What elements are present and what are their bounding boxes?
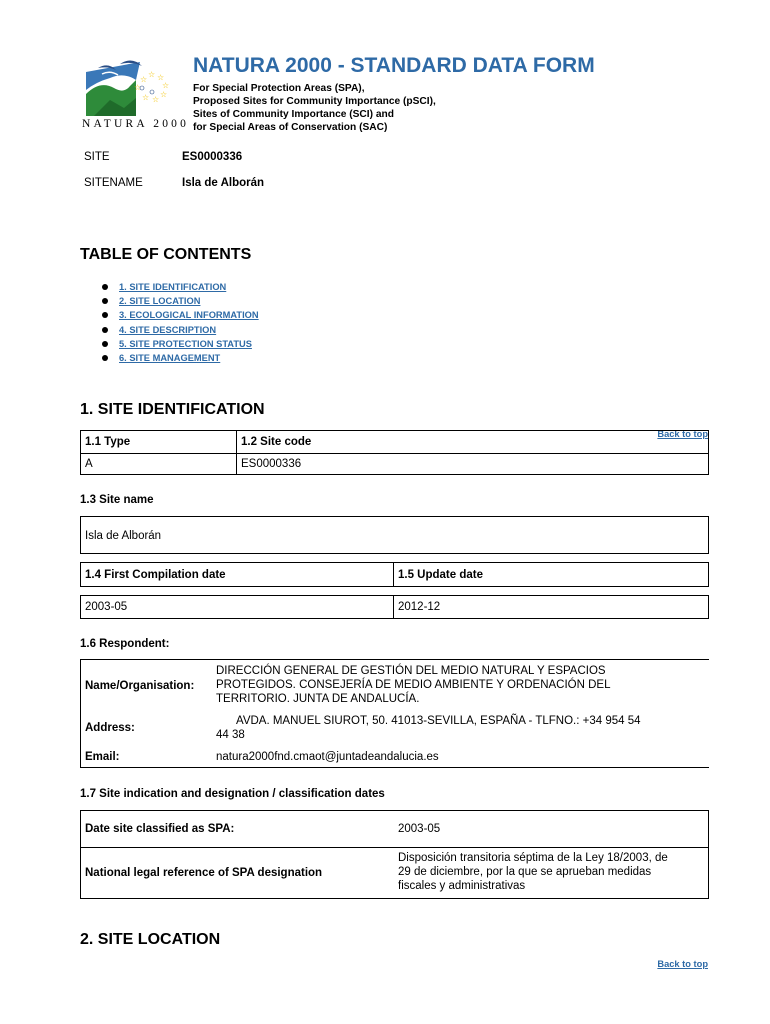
spa-date-label: Date site classified as SPA:: [85, 823, 235, 835]
type-label: 1.1 Type: [85, 436, 131, 448]
toc-title: TABLE OF CONTENTS: [80, 246, 252, 263]
toc-item: [102, 351, 259, 365]
toc-list: [102, 280, 259, 365]
name-organisation-line: TERRITORIO. JUNTA DE ANDALUCÍA.: [216, 693, 420, 705]
toc-item: [102, 294, 259, 308]
site-label: SITE: [84, 151, 110, 163]
section-1-title: 1. SITE IDENTIFICATION: [80, 401, 265, 418]
update-date-label: 1.5 Update date: [398, 569, 483, 581]
svg-text:☆: ☆: [134, 83, 142, 92]
address-label: Address:: [85, 722, 135, 734]
spa-legal-ref-value: [398, 851, 668, 893]
sitename-label: SITENAME: [84, 177, 143, 189]
site-value: ES0000336: [182, 151, 243, 163]
site-code-label: 1.2 Site code: [241, 436, 312, 448]
toc-link-ecological-information[interactable]: 3. ECOLOGICAL INFORMATION: [119, 310, 259, 321]
toc-item: [102, 308, 259, 322]
section-2-title: 2. SITE LOCATION: [80, 931, 221, 948]
first-compilation-label: 1.4 First Compilation date: [85, 569, 226, 581]
type-value: A: [85, 458, 93, 470]
respondent-heading: 1.6 Respondent:: [80, 638, 170, 650]
toc-link-site-location[interactable]: 2. SITE LOCATION: [119, 296, 201, 307]
page-title: NATURA 2000 - STANDARD DATA FORM: [193, 54, 595, 77]
name-organisation-line: PROTEGIDOS. CONSEJERÍA DE MEDIO AMBIENTE Y ORDENACIÓN DEL: [216, 679, 611, 691]
subtitle-line: for Special Areas of Conservation (SAC): [193, 122, 388, 133]
toc-link-site-management[interactable]: 6. SITE MANAGEMENT: [119, 352, 221, 363]
svg-text:☆: ☆: [157, 73, 165, 82]
svg-text:☆: ☆: [140, 75, 148, 84]
email-value: natura2000fnd.cmaot@juntadeandalucia.es: [216, 751, 439, 763]
address-line: 44 38: [216, 729, 245, 741]
subtitle-line: Sites of Community Importance (SCI) and: [193, 109, 394, 120]
svg-text:☆: ☆: [152, 95, 160, 104]
svg-text:☆: ☆: [142, 93, 150, 102]
back-to-top-link[interactable]: Back to top: [657, 959, 708, 969]
header: [80, 50, 720, 140]
svg-text:☆: ☆: [160, 90, 168, 99]
svg-text:☆: ☆: [148, 70, 156, 79]
site-name-value: Isla de Alborán: [85, 530, 162, 542]
name-organisation-value: [216, 664, 611, 706]
spa-legal-ref-line: Disposición transitoria séptima de la Ley 18/2003, de: [398, 852, 668, 864]
toc-link-site-identification[interactable]: 1. SITE IDENTIFICATION: [119, 282, 227, 292]
site-name-heading: 1.3 Site name: [80, 494, 154, 506]
update-date-value: 2012-12: [398, 601, 441, 613]
spa-legal-ref-line: fiscales y administrativas: [398, 880, 526, 892]
spa-legal-ref-label: National legal reference of SPA designation: [85, 867, 323, 879]
designation-heading: 1.7 Site indication and designation / classification dates: [80, 788, 385, 800]
svg-text:☆: ☆: [162, 81, 170, 90]
site-code-value: ES0000336: [241, 458, 302, 470]
name-organisation-label: Name/Organisation:: [85, 680, 195, 692]
name-organisation-line: DIRECCIÓN GENERAL DE GESTIÓN DEL MEDIO NATURAL Y ESPACIOS: [216, 665, 606, 677]
natura-2000-logo: [80, 50, 190, 134]
spa-date-value: 2003-05: [398, 823, 441, 835]
address-value: [216, 714, 641, 742]
sitename-value: Isla de Alborán: [182, 177, 265, 189]
toc-item: [102, 337, 259, 351]
subtitle: [193, 82, 436, 134]
subtitle-line: Proposed Sites for Community Importance (pSCI),: [193, 96, 436, 107]
toc-item: [102, 323, 259, 337]
toc-item: [102, 280, 259, 294]
spa-legal-ref-line: 29 de diciembre, por la que se aprueban medidas: [398, 866, 652, 878]
email-label: Email:: [85, 751, 120, 763]
address-line: AVDA. MANUEL SIUROT, 50. 41013-SEVILLA, ESPAÑA - TLFNO.: +34 954 54: [236, 715, 641, 727]
logo-text: NATURA 2000: [82, 118, 190, 130]
back-to-top-link[interactable]: Back to top: [657, 429, 708, 439]
first-compilation-value: 2003-05: [85, 601, 128, 613]
dates-value-box: [80, 595, 709, 619]
toc-link-site-description[interactable]: 4. SITE DESCRIPTION: [119, 324, 217, 335]
site-name-box: [80, 516, 709, 554]
subtitle-line: For Special Protection Areas (SPA),: [193, 83, 365, 94]
toc-link-site-protection-status[interactable]: 5. SITE PROTECTION STATUS: [119, 338, 252, 349]
